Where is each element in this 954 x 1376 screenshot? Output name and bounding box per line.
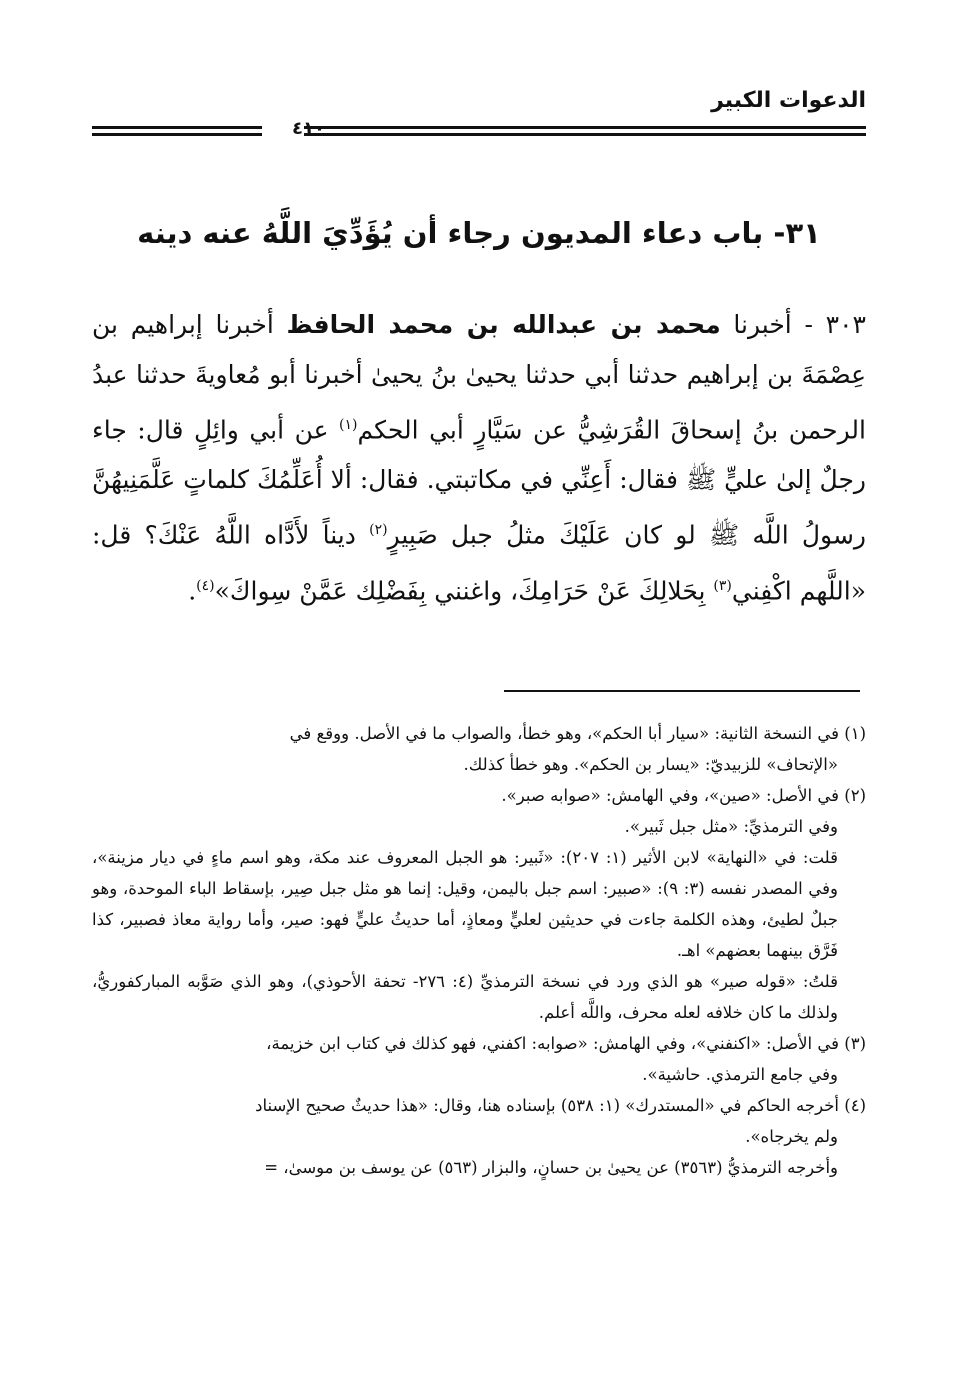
narrator-name: محمد بن عبدالله بن محمد الحافظ xyxy=(286,310,721,339)
footnote-paragraph: قلت: في «النهاية» لابن الأثير (١: ٢٠٧): «ثَبير: هو الجبل المعروف عند مكة، وهو اسم ماءٍ في ديار مزينة»، وفي المصدر نفسه (٣: ٩): «صبير: اسم جبل باليمن، وقيل: إنما هو مثل جبل صِير، بإسقاط الباء الموحدة، وهو جبلٌ لطيئ، وهذه الكلمة جاءت في حديثين لعليٍّ ومعاذٍ، أما حديثُ عليٍّ فهو: صير، وأما رواية معاذ فصبير، كذا فَرَّق بينهما بعضهم» اهـ. xyxy=(92,848,839,960)
header-rule xyxy=(304,126,866,129)
hadith-text-segment: بِحَلالِكَ عَنْ حَرَامِكَ، واغنني بِفَضْلِك عَمَّنْ سِواكَ» xyxy=(214,575,706,605)
footnote xyxy=(92,1028,866,1090)
footnote-marker: (٤) xyxy=(196,577,215,594)
running-title: الدعوات الكبير xyxy=(711,88,866,113)
footnote xyxy=(92,780,866,1028)
footnote-line: (٣) في الأصل: «اكنفني»، وفي الهامش: «صوابه: اكفني، فهو كذلك في كتاب ابن خزيمة، xyxy=(266,1034,866,1053)
header-rule xyxy=(304,133,866,136)
hadith-text-segment: أخبرنا xyxy=(733,310,792,339)
hadith-text xyxy=(92,300,866,616)
header-rule xyxy=(92,126,262,129)
page-header xyxy=(92,88,866,146)
footnote-line: وفي جامع الترمذي. حاشية». xyxy=(642,1065,838,1084)
header-rule xyxy=(92,133,262,136)
footnote-line: وأخرجه الترمذيُّ (٣٥٦٣) عن يحيىٰ بن حسانٍ، والبزار (٥٦٣) عن يوسف بن موسىٰ، = xyxy=(264,1158,838,1177)
hadith-text-segment: عن أبي وائِلٍ قال: جاء رجلٌ إلىٰ عليٍّ ﷺ فقال: أَعِنِّي في مكاتبتي. فقال: ألا أُعَلِّمُكَ كلماتٍ عَلَّمَنِيهُنَّ رسولُ اللَّه ﷺ لو كان عَلَيْكَ مثلُ جبل صَبِيرٍ xyxy=(92,415,866,550)
footnote-marker: (٢) xyxy=(369,522,388,539)
chapter-title: ٣١- باب دعاء المديون رجاء أن يُؤَدِّيَ اللَّهُ عنه دينه xyxy=(137,216,821,250)
footnote xyxy=(92,718,866,780)
footnote-line: وفي الترمذيِّ: «مثل جبل ثَبير». xyxy=(624,817,838,836)
footnote-line: «الإتحاف» للزبيديّ: «يسار بن الحكم». وهو خطأ كذلك. xyxy=(463,755,838,774)
footnote-line: (١) في النسخة الثانية: «سيار أبا الحكم»، وهو خطأ، والصواب ما في الأصل. ووقع في xyxy=(289,724,866,743)
footnote-separator xyxy=(504,690,860,692)
page-number: ٤١٠ xyxy=(292,118,325,139)
hadith-end: . xyxy=(188,575,197,605)
footnote-marker: (١) xyxy=(339,417,358,433)
footnote-paragraph: قلتُ: «قوله صير» هو الذي ورد في نسخة الترمذيِّ (٤: ٢٧٦- تحفة الأحوذي)، وهو الذي صَوَّبه المباركفوريُّ، ولذلك ما كان خلافه لعله محرف، واللَّه أعلم. xyxy=(92,972,838,1022)
footnotes xyxy=(92,718,866,1183)
hadith-text-segment: ديناً لأَدَّاه اللَّهُ عَنْكَ؟ قل: «اللَّهم اكْفِني xyxy=(92,520,866,605)
hadith-text-segment: أخبرنا إبراهيم بن عِصْمَةَ بن إبراهيم حدثنا أبي حدثنا يحيىٰ بنُ يحيىٰ أخبرنا أبو مُعاويةَ حدثنا عبدُ الرحمن بنُ إسحاقَ القُرَشِيُّ عن سَيَّارٍ أبي الحكم xyxy=(92,310,866,445)
footnote-line: (٤) أخرجه الحاكم في «المستدرك» (١: ٥٣٨) بإسناده هنا، وقال: «هذا حديثٌ صحيح الإسناد xyxy=(255,1096,866,1115)
footnote xyxy=(92,1090,866,1183)
footnote-marker: (٣) xyxy=(713,577,732,594)
hadith-number: ٣٠٣ - xyxy=(804,310,866,339)
footnote-line: (٢) في الأصل: «صين»، وفي الهامش: «صوابه صبر». xyxy=(501,786,866,805)
footnote-line: ولم يخرجاه». xyxy=(745,1127,838,1146)
